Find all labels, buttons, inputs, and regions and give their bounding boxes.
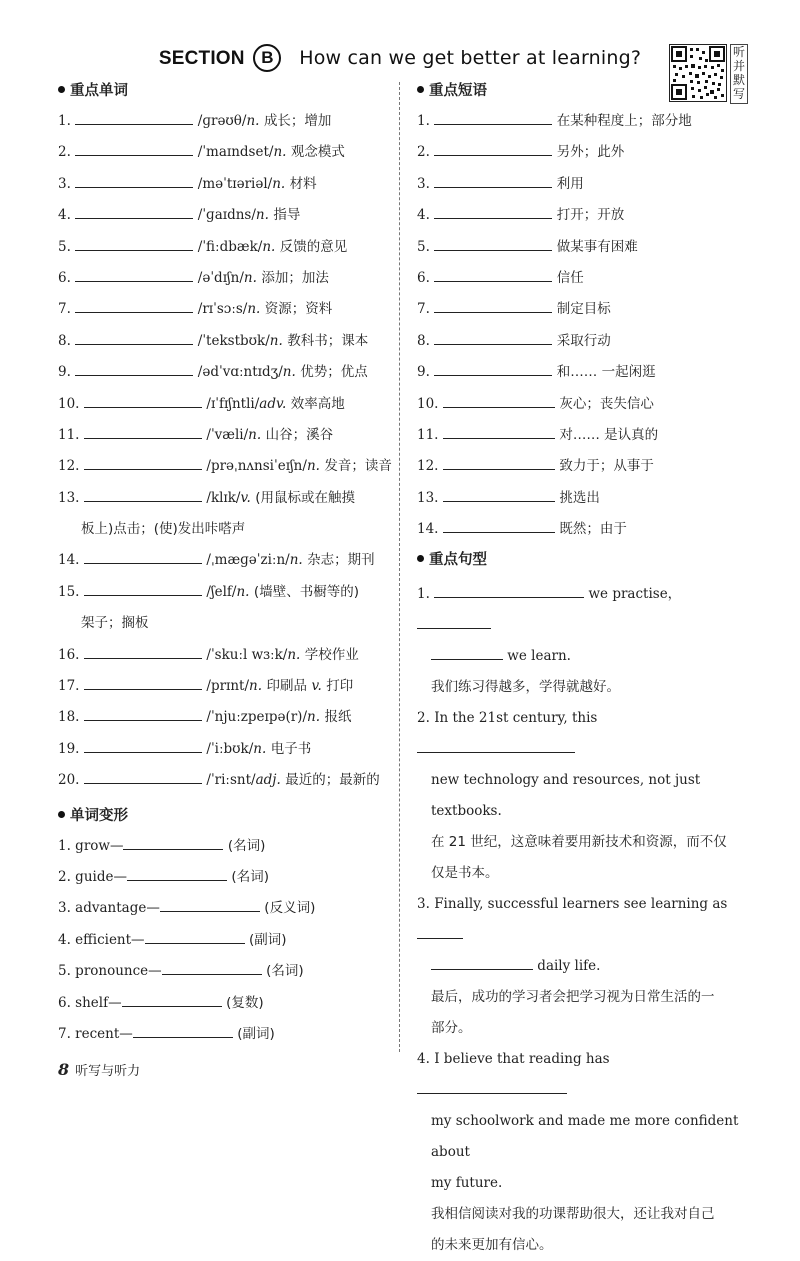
phrase-item: 5. 做某事有困难 <box>417 236 747 267</box>
answer-blank[interactable] <box>417 924 463 939</box>
phrase-item: 13. 挑选出 <box>417 487 747 518</box>
answer-blank[interactable] <box>75 236 193 251</box>
answer-blank[interactable] <box>434 173 552 188</box>
word-form-item: 2. guide— (名词) <box>58 866 393 897</box>
phrase-item: 10. 灰心；丧失信心 <box>417 393 747 424</box>
answer-blank[interactable] <box>75 141 193 156</box>
vocab-item: 6. /əˈdɪʃn/n. 添加；加法 <box>58 267 393 298</box>
section-letter-badge: B <box>253 44 281 72</box>
footer-title: 听写与听力 <box>75 1064 141 1079</box>
vocab-item: 13. /klɪk/v. (用鼠标或在触摸 <box>58 487 393 518</box>
answer-blank[interactable] <box>443 393 555 408</box>
phrase-item: 6. 信任 <box>417 267 747 298</box>
answer-blank[interactable] <box>417 614 491 629</box>
forms-heading: 单词变形 <box>58 805 393 827</box>
vocab-item: 20. /ˈriːsnt/adj. 最近的；最新的 <box>58 769 393 800</box>
word-form-item: 5. pronounce— (名词) <box>58 960 393 991</box>
answer-blank[interactable] <box>434 330 552 345</box>
section-question: How can we get better at learning? <box>299 47 642 69</box>
phrase-item: 4. 打开；开放 <box>417 204 747 235</box>
qr-caption: 听 并 默 写 <box>730 44 748 104</box>
answer-blank[interactable] <box>84 738 202 753</box>
answer-blank[interactable] <box>75 110 193 125</box>
left-column <box>58 80 393 1054</box>
answer-blank[interactable] <box>75 361 193 376</box>
phrase-item: 7. 制定目标 <box>417 298 747 329</box>
vocab-item: 5. /ˈfiːdbæk/n. 反馈的意见 <box>58 236 393 267</box>
column-divider <box>399 82 400 1052</box>
vocab-item: 17. /prɪnt/n. 印刷品 v. 打印 <box>58 675 393 706</box>
answer-blank[interactable] <box>84 455 202 470</box>
answer-blank[interactable] <box>434 141 552 156</box>
answer-blank[interactable] <box>84 424 202 439</box>
vocab-item: 11. /ˈvæli/n. 山谷；溪谷 <box>58 424 393 455</box>
answer-blank[interactable] <box>443 487 555 502</box>
vocab-item: 9. /ədˈvɑːntɪdʒ/n. 优势；优点 <box>58 361 393 392</box>
sentence-item: 4. I believe that reading has my schoolwork and made me more confident about my future. 我相信阅读对我的功课帮助很大，还让我对自己 的未来更加有信心。 <box>417 1051 739 1254</box>
phrase-item: 12. 致力于；从事于 <box>417 455 747 486</box>
page-footer <box>58 1060 140 1079</box>
answer-blank[interactable] <box>84 487 202 502</box>
answer-blank[interactable] <box>434 583 584 598</box>
phrase-item: 9. 和…… 一起闲逛 <box>417 361 747 392</box>
vocab-item: 15. /ʃelf/n. (墙壁、书橱等的) <box>58 581 393 612</box>
sentence-item: 2. In the 21st century, this new technology and resources, not just textbooks. 在 21 世纪，这意味着要用新技术和资源，而不仅 仅是书本。 <box>417 710 727 882</box>
word-form-item: 3. advantage— (反义词) <box>58 897 393 928</box>
sentences-heading: 重点句型 <box>417 549 747 571</box>
vocab-item: 14. /ˌmæɡəˈziːn/n. 杂志；期刊 <box>58 549 393 580</box>
answer-blank[interactable] <box>84 393 202 408</box>
answer-blank[interactable] <box>123 835 223 850</box>
phrases-heading: 重点短语 <box>417 80 747 102</box>
word-form-item: 7. recent— (副词) <box>58 1023 393 1054</box>
vocab-item: 12. /prəˌnʌnsiˈeɪʃn/n. 发音；读音 <box>58 455 393 486</box>
phrase-item: 2. 另外；此外 <box>417 141 747 172</box>
vocab-item: 1. /ɡrəʊθ/n. 成长；增加 <box>58 110 393 141</box>
answer-blank[interactable] <box>434 361 552 376</box>
answer-blank[interactable] <box>417 738 575 753</box>
sentence-item: 3. Finally, successful learners see learning as daily life. 最后，成功的学习者会把学习视为日常生活的一 部分。 <box>417 896 728 1037</box>
vocab-item: 19. /ˈiːbʊk/n. 电子书 <box>58 738 393 769</box>
word-form-item: 4. efficient— (副词) <box>58 929 393 960</box>
answer-blank[interactable] <box>434 110 552 125</box>
answer-blank[interactable] <box>122 992 222 1007</box>
answer-blank[interactable] <box>417 1079 567 1094</box>
vocab-item: 8. /ˈtekstbʊk/n. 教科书；课本 <box>58 330 393 361</box>
vocab-item: 4. /ˈɡaɪdns/n. 指导 <box>58 204 393 235</box>
phrase-item: 8. 采取行动 <box>417 330 747 361</box>
answer-blank[interactable] <box>75 204 193 219</box>
answer-blank[interactable] <box>145 929 245 944</box>
answer-blank[interactable] <box>75 298 193 313</box>
answer-blank[interactable] <box>160 897 260 912</box>
sentence-item: 1. we practise， we learn. 我们练习得越多，学得就越好。 <box>417 579 747 703</box>
vocab-item: 10. /ɪˈfɪʃntli/adv. 效率高地 <box>58 393 393 424</box>
vocab-item: 7. /rɪˈsɔːs/n. 资源；资料 <box>58 298 393 329</box>
answer-blank[interactable] <box>127 866 227 881</box>
answer-blank[interactable] <box>434 204 552 219</box>
answer-blank[interactable] <box>434 236 552 251</box>
page-number: 8 <box>58 1060 70 1079</box>
vocab-item: 16. /ˈskuːl wɜːk/n. 学校作业 <box>58 644 393 675</box>
answer-blank[interactable] <box>84 769 202 784</box>
answer-blank[interactable] <box>443 455 555 470</box>
answer-blank[interactable] <box>84 644 202 659</box>
vocab-heading: 重点单词 <box>58 80 393 102</box>
phrase-item: 14. 既然；由于 <box>417 518 747 549</box>
answer-blank[interactable] <box>431 955 533 970</box>
answer-blank[interactable] <box>443 424 555 439</box>
vocab-item-continuation: 板上)点击；(使)发出咔嗒声 <box>81 521 246 538</box>
word-form-item: 1. grow— (名词) <box>58 835 393 866</box>
answer-blank[interactable] <box>75 330 193 345</box>
answer-blank[interactable] <box>431 645 503 660</box>
vocab-item: 2. /ˈmaɪndset/n. 观念模式 <box>58 141 393 172</box>
word-form-item: 6. shelf— (复数) <box>58 992 393 1023</box>
phrase-item: 11. 对…… 是认真的 <box>417 424 747 455</box>
vocab-item-continuation: 架子；搁板 <box>81 615 149 632</box>
answer-blank[interactable] <box>162 960 262 975</box>
answer-blank[interactable] <box>133 1023 233 1038</box>
phrase-item: 3. 利用 <box>417 173 747 204</box>
answer-blank[interactable] <box>434 267 552 282</box>
answer-blank[interactable] <box>84 675 202 690</box>
answer-blank[interactable] <box>84 706 202 721</box>
answer-blank[interactable] <box>84 581 202 596</box>
answer-blank[interactable] <box>443 518 555 533</box>
vocab-item: 3. /məˈtɪəriəl/n. 材料 <box>58 173 393 204</box>
answer-blank[interactable] <box>75 173 193 188</box>
answer-blank[interactable] <box>434 298 552 313</box>
phrase-item: 1. 在某种程度上；部分地 <box>417 110 747 141</box>
answer-blank[interactable] <box>75 267 193 282</box>
section-label: SECTION <box>158 48 245 69</box>
answer-blank[interactable] <box>84 549 202 564</box>
right-column <box>417 80 747 1261</box>
vocab-item: 18. /ˈnjuːzpeɪpə(r)/n. 报纸 <box>58 706 393 737</box>
